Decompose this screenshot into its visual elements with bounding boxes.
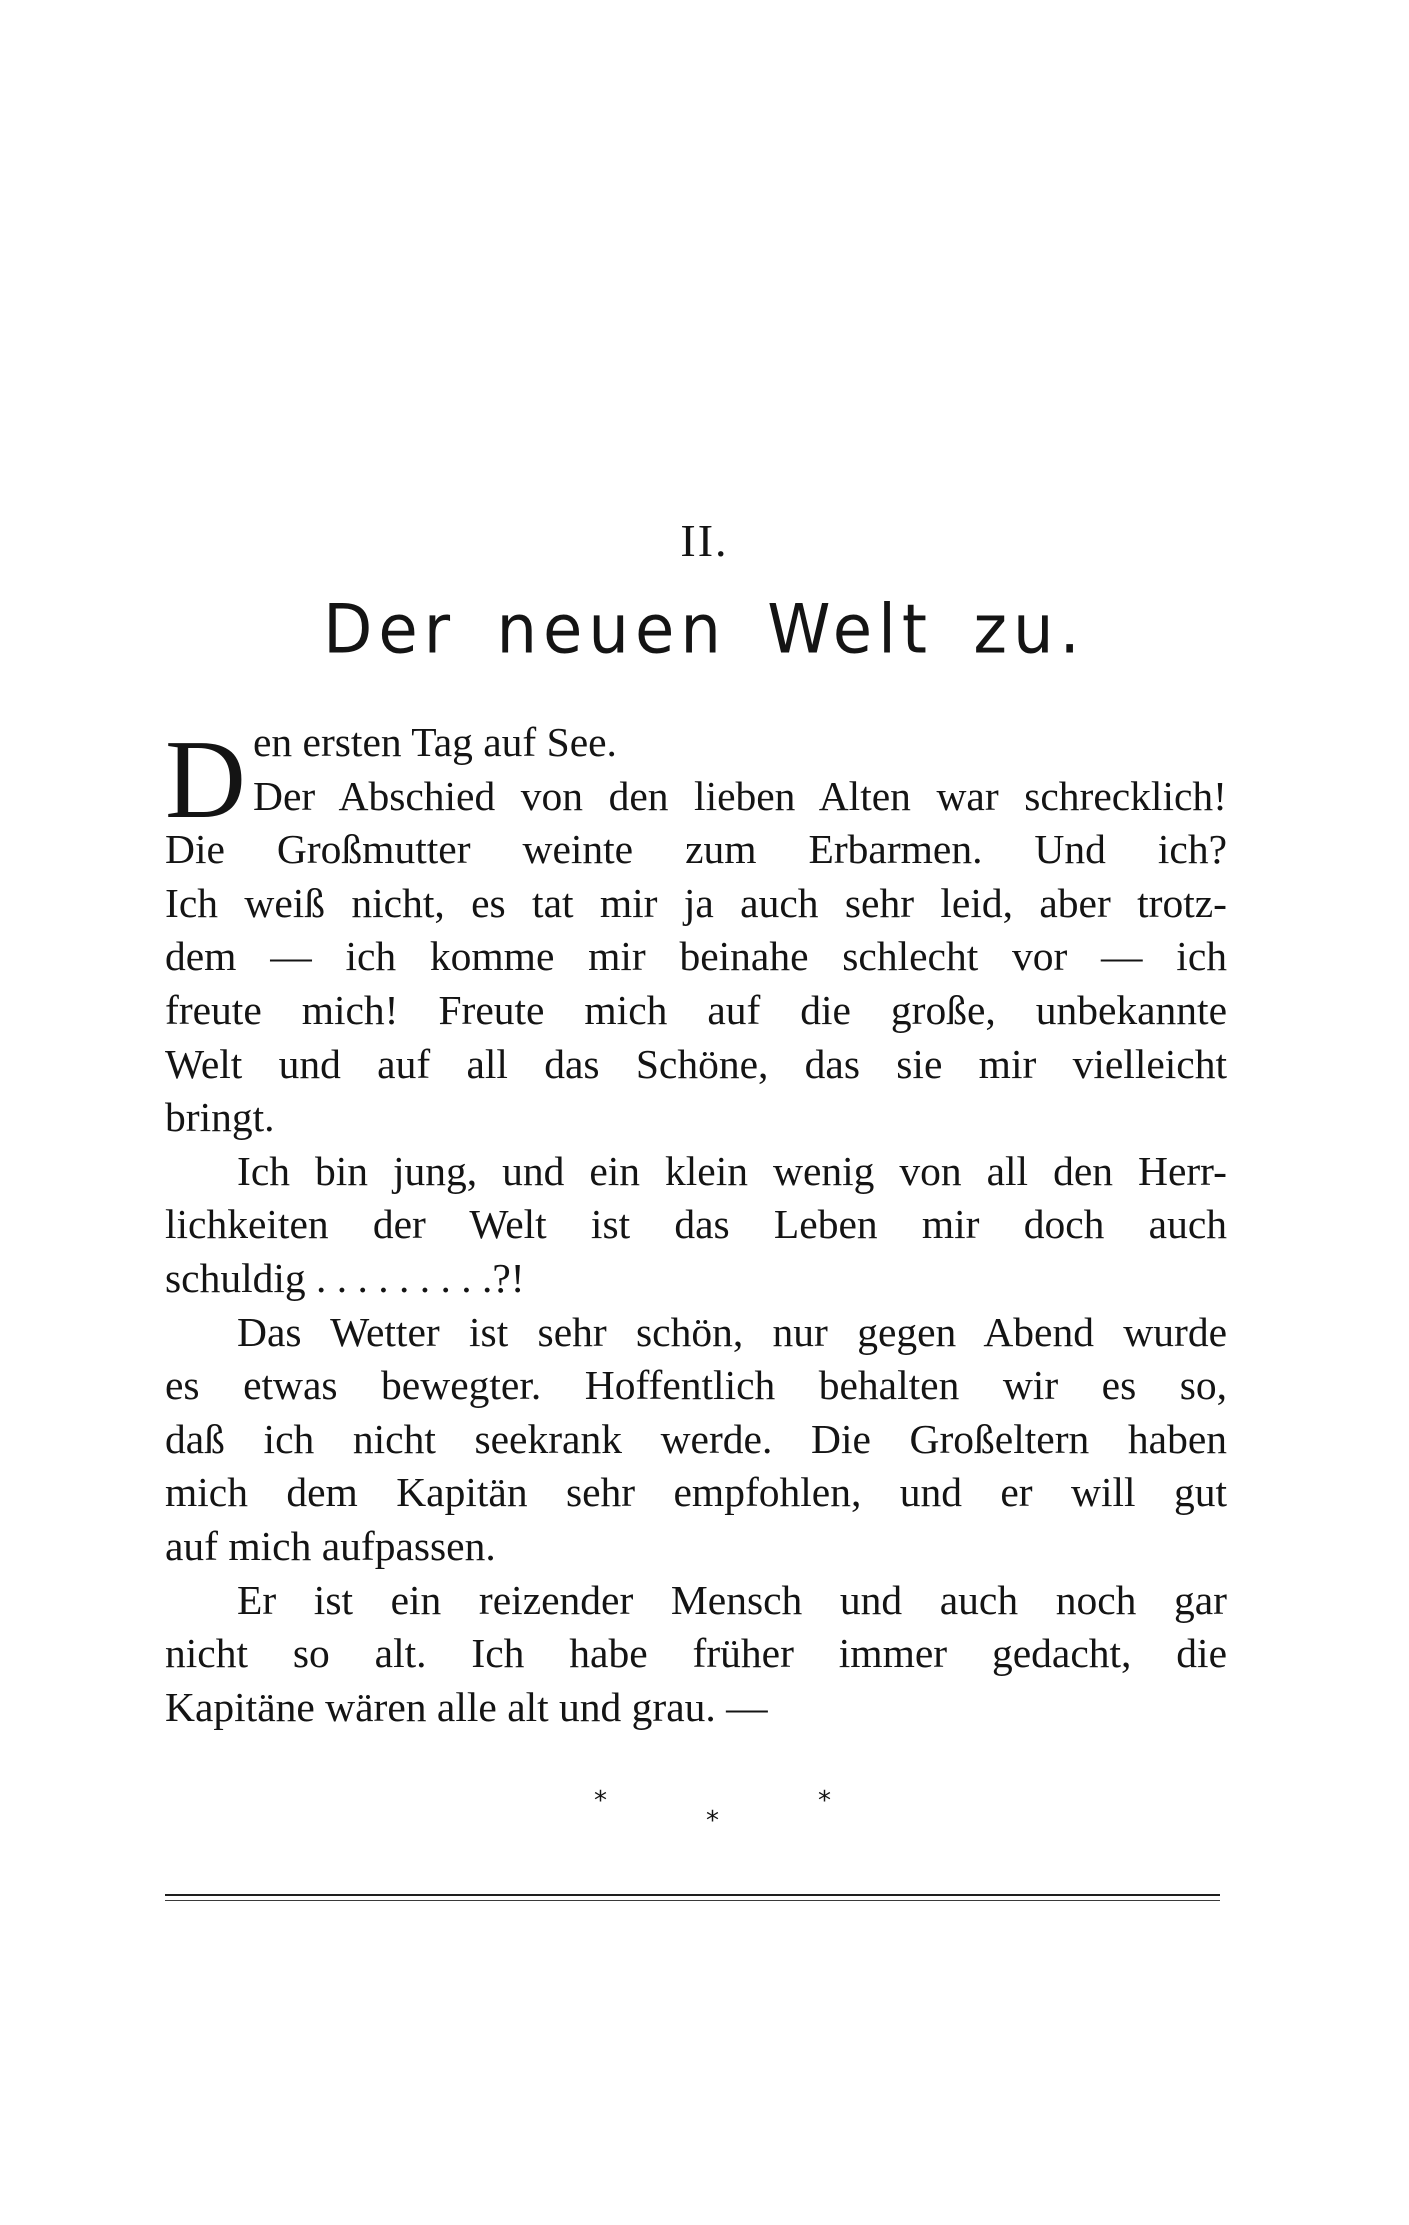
asterism-ornament xyxy=(0,1778,1409,1838)
text-line: lichkeiten der Welt ist das Leben mir doch auch xyxy=(165,1201,1227,1248)
text-line: freute mich! Freute mich auf die große, unbekannte xyxy=(165,986,1227,1033)
divider-rule xyxy=(165,1894,1220,1896)
text-line: Welt und auf all das Schöne, das sie mir vielleicht xyxy=(165,1040,1227,1087)
text-line: Die Großmutter weinte zum Erbarmen. Und ich? xyxy=(165,826,1227,873)
text-line: en ersten Tag auf See. xyxy=(253,719,617,765)
text-line: bringt. xyxy=(165,1094,275,1141)
body-text xyxy=(165,716,1227,1734)
text-line: nicht so alt. Ich habe früher immer gedacht, die xyxy=(165,1630,1227,1677)
text-line: Das Wetter ist sehr schön, nur gegen Abend wurde xyxy=(237,1308,1227,1355)
chapter-number: II. xyxy=(680,515,729,566)
text-line: schuldig . . . . . . . . .?! xyxy=(165,1254,525,1301)
drop-cap: D xyxy=(165,718,246,842)
text-line: Ich weiß nicht, es tat mir ja auch sehr leid, aber trotz- xyxy=(165,879,1227,926)
text-line: mich dem Kapitän sehr empfohlen, und er will gut xyxy=(165,1469,1227,1516)
text-line: Ich bin jung, und ein klein wenig von all den Herr- xyxy=(237,1147,1227,1194)
text-line: auf mich aufpassen. xyxy=(165,1522,496,1569)
text-line: daß ich nicht seekrank werde. Die Großeltern haben xyxy=(165,1415,1227,1462)
text-line: Der Abschied von den lieben Alten war schrecklich! xyxy=(253,772,1227,819)
chapter-title: Der neuen Welt zu. xyxy=(323,590,1086,670)
star-icon: * xyxy=(818,1786,831,1816)
star-icon: * xyxy=(594,1786,607,1816)
text-line: Er ist ein reizender Mensch und auch noch gar xyxy=(237,1576,1227,1623)
star-icon: * xyxy=(706,1806,719,1836)
text-line: es etwas bewegter. Hoffentlich behalten wir es so, xyxy=(165,1362,1227,1409)
divider-rule xyxy=(165,1900,1220,1901)
text-line: dem — ich komme mir beinahe schlecht vor — ich xyxy=(165,933,1227,980)
text-line: Kapitäne wären alle alt und grau. — xyxy=(165,1683,768,1730)
